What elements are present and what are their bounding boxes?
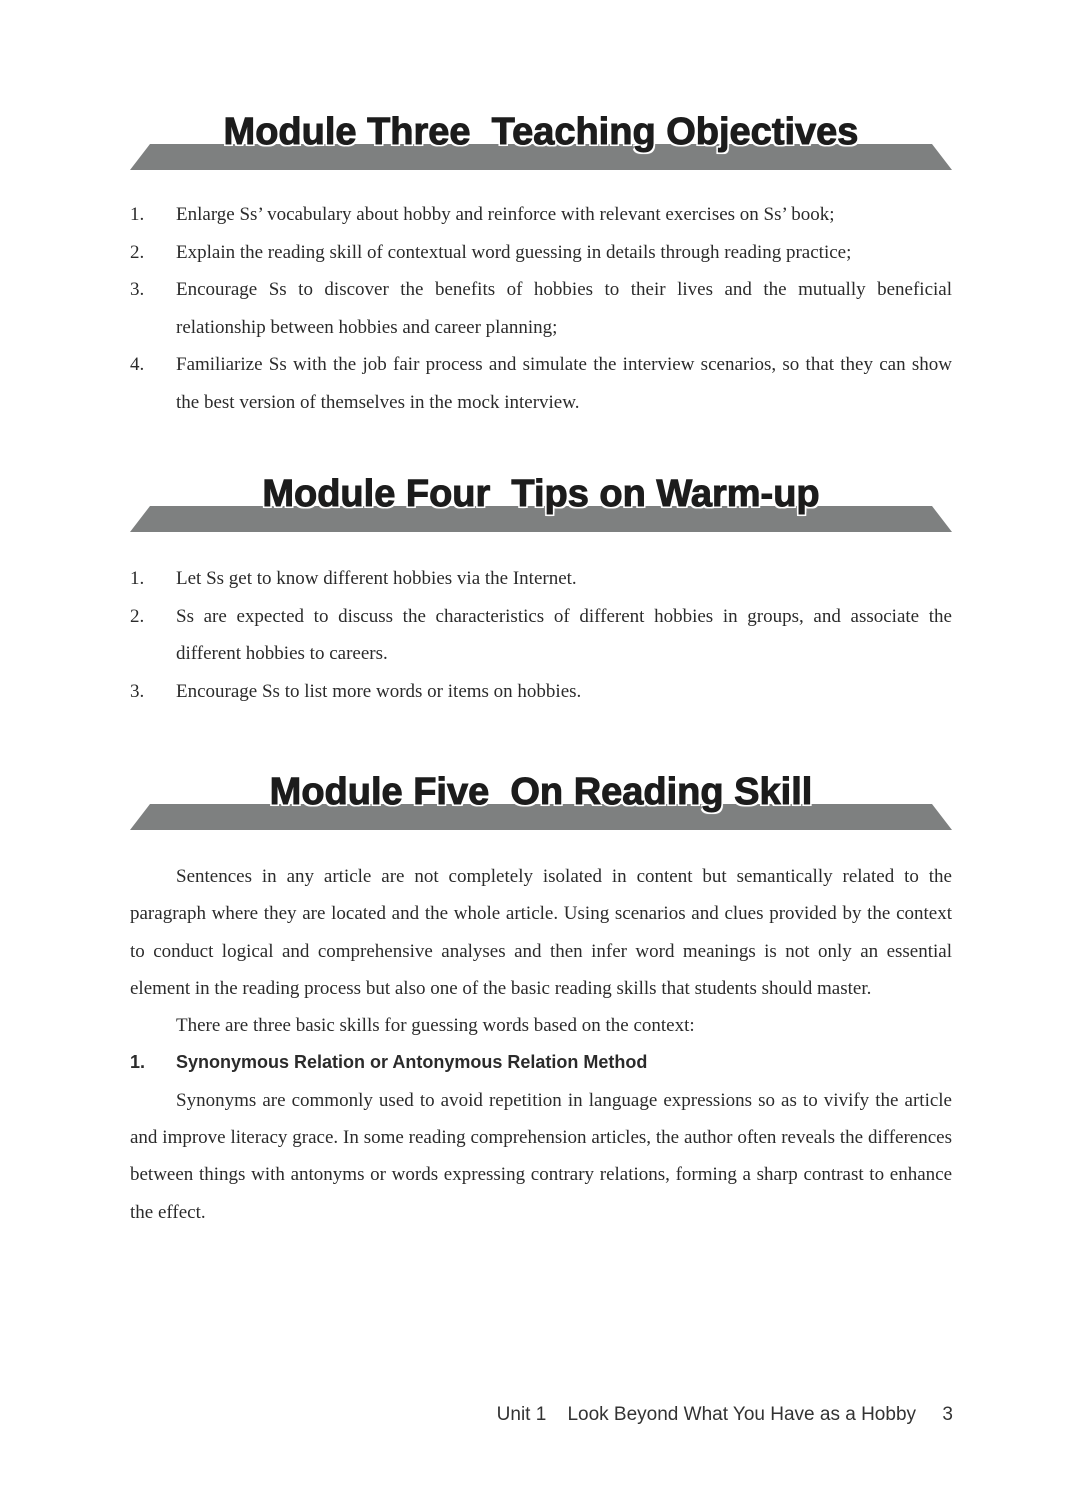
paragraph: Sentences in any article are not completely isolated in content but semantically related to the paragraph where they are located and the whole article. Using scenarios and clues provided by the context to conduct logical and comprehensive analyses and then infer word meanings is not only an essential element in the reading process but also one of the basic reading skills that students should master. [130,866,952,999]
module-four-heading [130,472,952,532]
page-number: 3 [942,1404,953,1425]
reading-skill-section [130,858,952,1231]
module-five-title: Module Five On Reading Skill [269,771,813,813]
paragraph: There are three basic skills for guessing words based on the context: [176,1015,695,1037]
list-item: 1. Enlarge Ss’ vocabulary about hobby and reinforce with relevant exercises on Ss’ book; [130,204,835,225]
page-footer [497,1404,953,1426]
paragraph: Synonyms are commonly used to avoid repetition in language expressions so as to vivify the article and improve literacy grace. In some reading comprehension articles, the author often reveals the differences between things with antonyms or words expressing contrary relations, forming a sharp contrast to enhance the effect. [130,1089,952,1223]
footer-title: Look Beyond What You Have as a Hobby [567,1404,917,1425]
warm-up-tips-list [130,560,952,710]
list-item: 3. Encourage Ss to list more words or items on hobbies. [130,680,582,702]
list-item: 4. Familiarize Ss with the job fair process and simulate the interview scenarios, so that they can show the best version of themselves in the mock interview. [130,354,952,413]
module-five-heading [130,770,952,830]
module-three-heading [130,110,952,170]
module-three-title: Module Three Teaching Objectives [223,111,859,153]
list-item: 2. Explain the reading skill of contextual word guessing in details through reading practice; [130,241,852,263]
list-item: 1. Let Ss get to know different hobbies via the Internet. [130,568,577,589]
subheading: 1. Synonymous Relation or Antonymous Relation Method [130,1052,648,1073]
module-four-title: Module Four Tips on Warm-up [262,473,820,515]
list-item: 3. Encourage Ss to discover the benefits of hobbies to their lives and the mutually beneficial relationship between hobbies and career planning; [130,279,952,338]
teaching-objectives-list [130,196,952,421]
list-item: 2. Ss are expected to discuss the characteristics of different hobbies in groups, and associate the different hobbies to careers. [130,605,952,664]
footer-unit: Unit 1 [496,1404,547,1425]
